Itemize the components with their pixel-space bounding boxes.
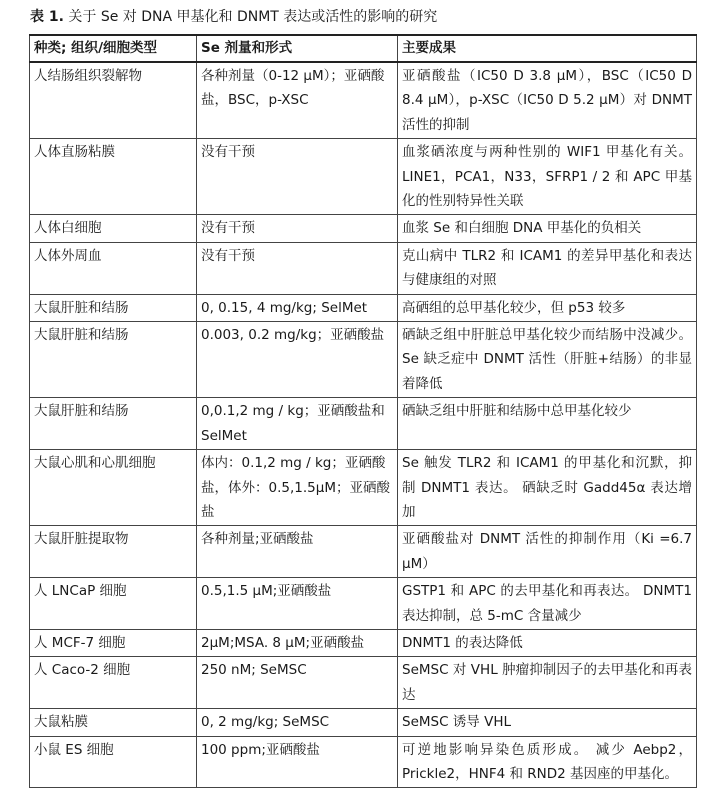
cell-dose: 没有干预	[197, 139, 398, 215]
cell-result: 可逆地影响异染色质形成。 减少 Aebp2，Prickle2，HNF4 和 RND2 基因座的甲基化。	[398, 736, 697, 788]
table-row	[30, 709, 697, 736]
header-main-results: 主要成果	[398, 35, 697, 62]
cell-species: 人 MCF-7 细胞	[30, 629, 197, 656]
header-row	[30, 35, 697, 62]
table-row	[30, 578, 697, 630]
cell-result: 亚硒酸盐（IC50 D 3.8 µM），BSC（IC50 D 8.4 µM），p-XSC（IC50 D 5.2 µM）对 DNMT 活性的抑制	[398, 62, 697, 139]
cell-species: 人体白细胞	[30, 215, 197, 242]
table-row	[30, 215, 697, 242]
cell-result: 亚硒酸盐对 DNMT 活性的抑制作用（Ki =6.7 µM）	[398, 526, 697, 578]
cell-dose: 2µM;MSA. 8 µM;亚硒酸盐	[197, 629, 398, 656]
cell-result: 血浆 Se 和白细胞 DNA 甲基化的负相关	[398, 215, 697, 242]
cell-species: 人 Caco-2 细胞	[30, 657, 197, 709]
caption-text: 关于 Se 对 DNA 甲基化和 DNMT 表达或活性的影响的研究	[68, 9, 438, 25]
caption-label: 表 1.	[30, 9, 64, 25]
cell-species: 大鼠肝脏和结肠	[30, 322, 197, 398]
cell-dose: 0.003, 0.2 mg/kg；亚硒酸盐	[197, 322, 398, 398]
cell-dose: 100 ppm;亚硒酸盐	[197, 736, 398, 788]
table-row	[30, 62, 697, 139]
cell-result: 硒缺乏组中肝脏总甲基化较少而结肠中没减少。 Se 缺乏症中 DNMT 活性（肝脏+结肠）的非显着降低	[398, 322, 697, 398]
cell-dose: 各种剂量;亚硒酸盐	[197, 526, 398, 578]
cell-result: 血浆硒浓度与两种性别的 WIF1 甲基化有关。 LINE1，PCA1，N33，SFRP1 / 2 和 APC 甲基化的性别特异性关联	[398, 139, 697, 215]
cell-species: 大鼠粘膜	[30, 709, 197, 736]
cell-result: Se 触发 TLR2 和 ICAM1 的甲基化和沉默，抑制 DNMT1 表达。 硒缺乏时 Gadd45α 表达增加	[398, 450, 697, 526]
cell-species: 人 LNCaP 细胞	[30, 578, 197, 630]
cell-result: 高硒组的总甲基化较少，但 p53 较多	[398, 294, 697, 321]
cell-dose: 没有干预	[197, 242, 398, 294]
cell-species: 大鼠肝脏和结肠	[30, 398, 197, 450]
table-row	[30, 450, 697, 526]
cell-dose: 0, 0.15, 4 mg/kg; SelMet	[197, 294, 398, 321]
table-row	[30, 294, 697, 321]
header-se-dose-form: Se 剂量和形式	[197, 35, 398, 62]
cell-result: 硒缺乏组中肝脏和结肠中总甲基化较少	[398, 398, 697, 450]
table-row	[30, 526, 697, 578]
cell-dose: 没有干预	[197, 215, 398, 242]
table-row	[30, 629, 697, 656]
cell-result: 克山病中 TLR2 和 ICAM1 的差异甲基化和表达与健康组的对照	[398, 242, 697, 294]
cell-result: SeMSC 对 VHL 肿瘤抑制因子的去甲基化和再表达	[398, 657, 697, 709]
cell-result: SeMSC 诱导 VHL	[398, 709, 697, 736]
cell-dose: 体内：0.1,2 mg / kg；亚硒酸盐，体外：0.5,1.5µM；亚硒酸盐	[197, 450, 398, 526]
table-caption	[30, 8, 437, 26]
table-row	[30, 736, 697, 788]
cell-dose: 250 nM; SeMSC	[197, 657, 398, 709]
header-species-tissue: 种类; 组织/细胞类型	[30, 35, 197, 62]
cell-result: GSTP1 和 APC 的去甲基化和再表达。 DNMT1 表达抑制，总 5-mC 含量减少	[398, 578, 697, 630]
table-row	[30, 139, 697, 215]
cell-dose: 0, 2 mg/kg; SeMSC	[197, 709, 398, 736]
cell-species: 人结肠组织裂解物	[30, 62, 197, 139]
table-row	[30, 242, 697, 294]
se-dna-methylation-table	[29, 34, 697, 788]
cell-species: 人体直肠粘膜	[30, 139, 197, 215]
cell-dose: 各种剂量（0-12 µM）；亚硒酸盐，BSC，p-XSC	[197, 62, 398, 139]
table-row	[30, 398, 697, 450]
cell-result: DNMT1 的表达降低	[398, 629, 697, 656]
cell-dose: 0.5,1.5 µM;亚硒酸盐	[197, 578, 398, 630]
table-row	[30, 322, 697, 398]
cell-species: 人体外周血	[30, 242, 197, 294]
table-row	[30, 657, 697, 709]
cell-species: 小鼠 ES 细胞	[30, 736, 197, 788]
cell-species: 大鼠肝脏和结肠	[30, 294, 197, 321]
cell-dose: 0,0.1,2 mg / kg；亚硒酸盐和 SelMet	[197, 398, 398, 450]
cell-species: 大鼠肝脏提取物	[30, 526, 197, 578]
cell-species: 大鼠心肌和心肌细胞	[30, 450, 197, 526]
